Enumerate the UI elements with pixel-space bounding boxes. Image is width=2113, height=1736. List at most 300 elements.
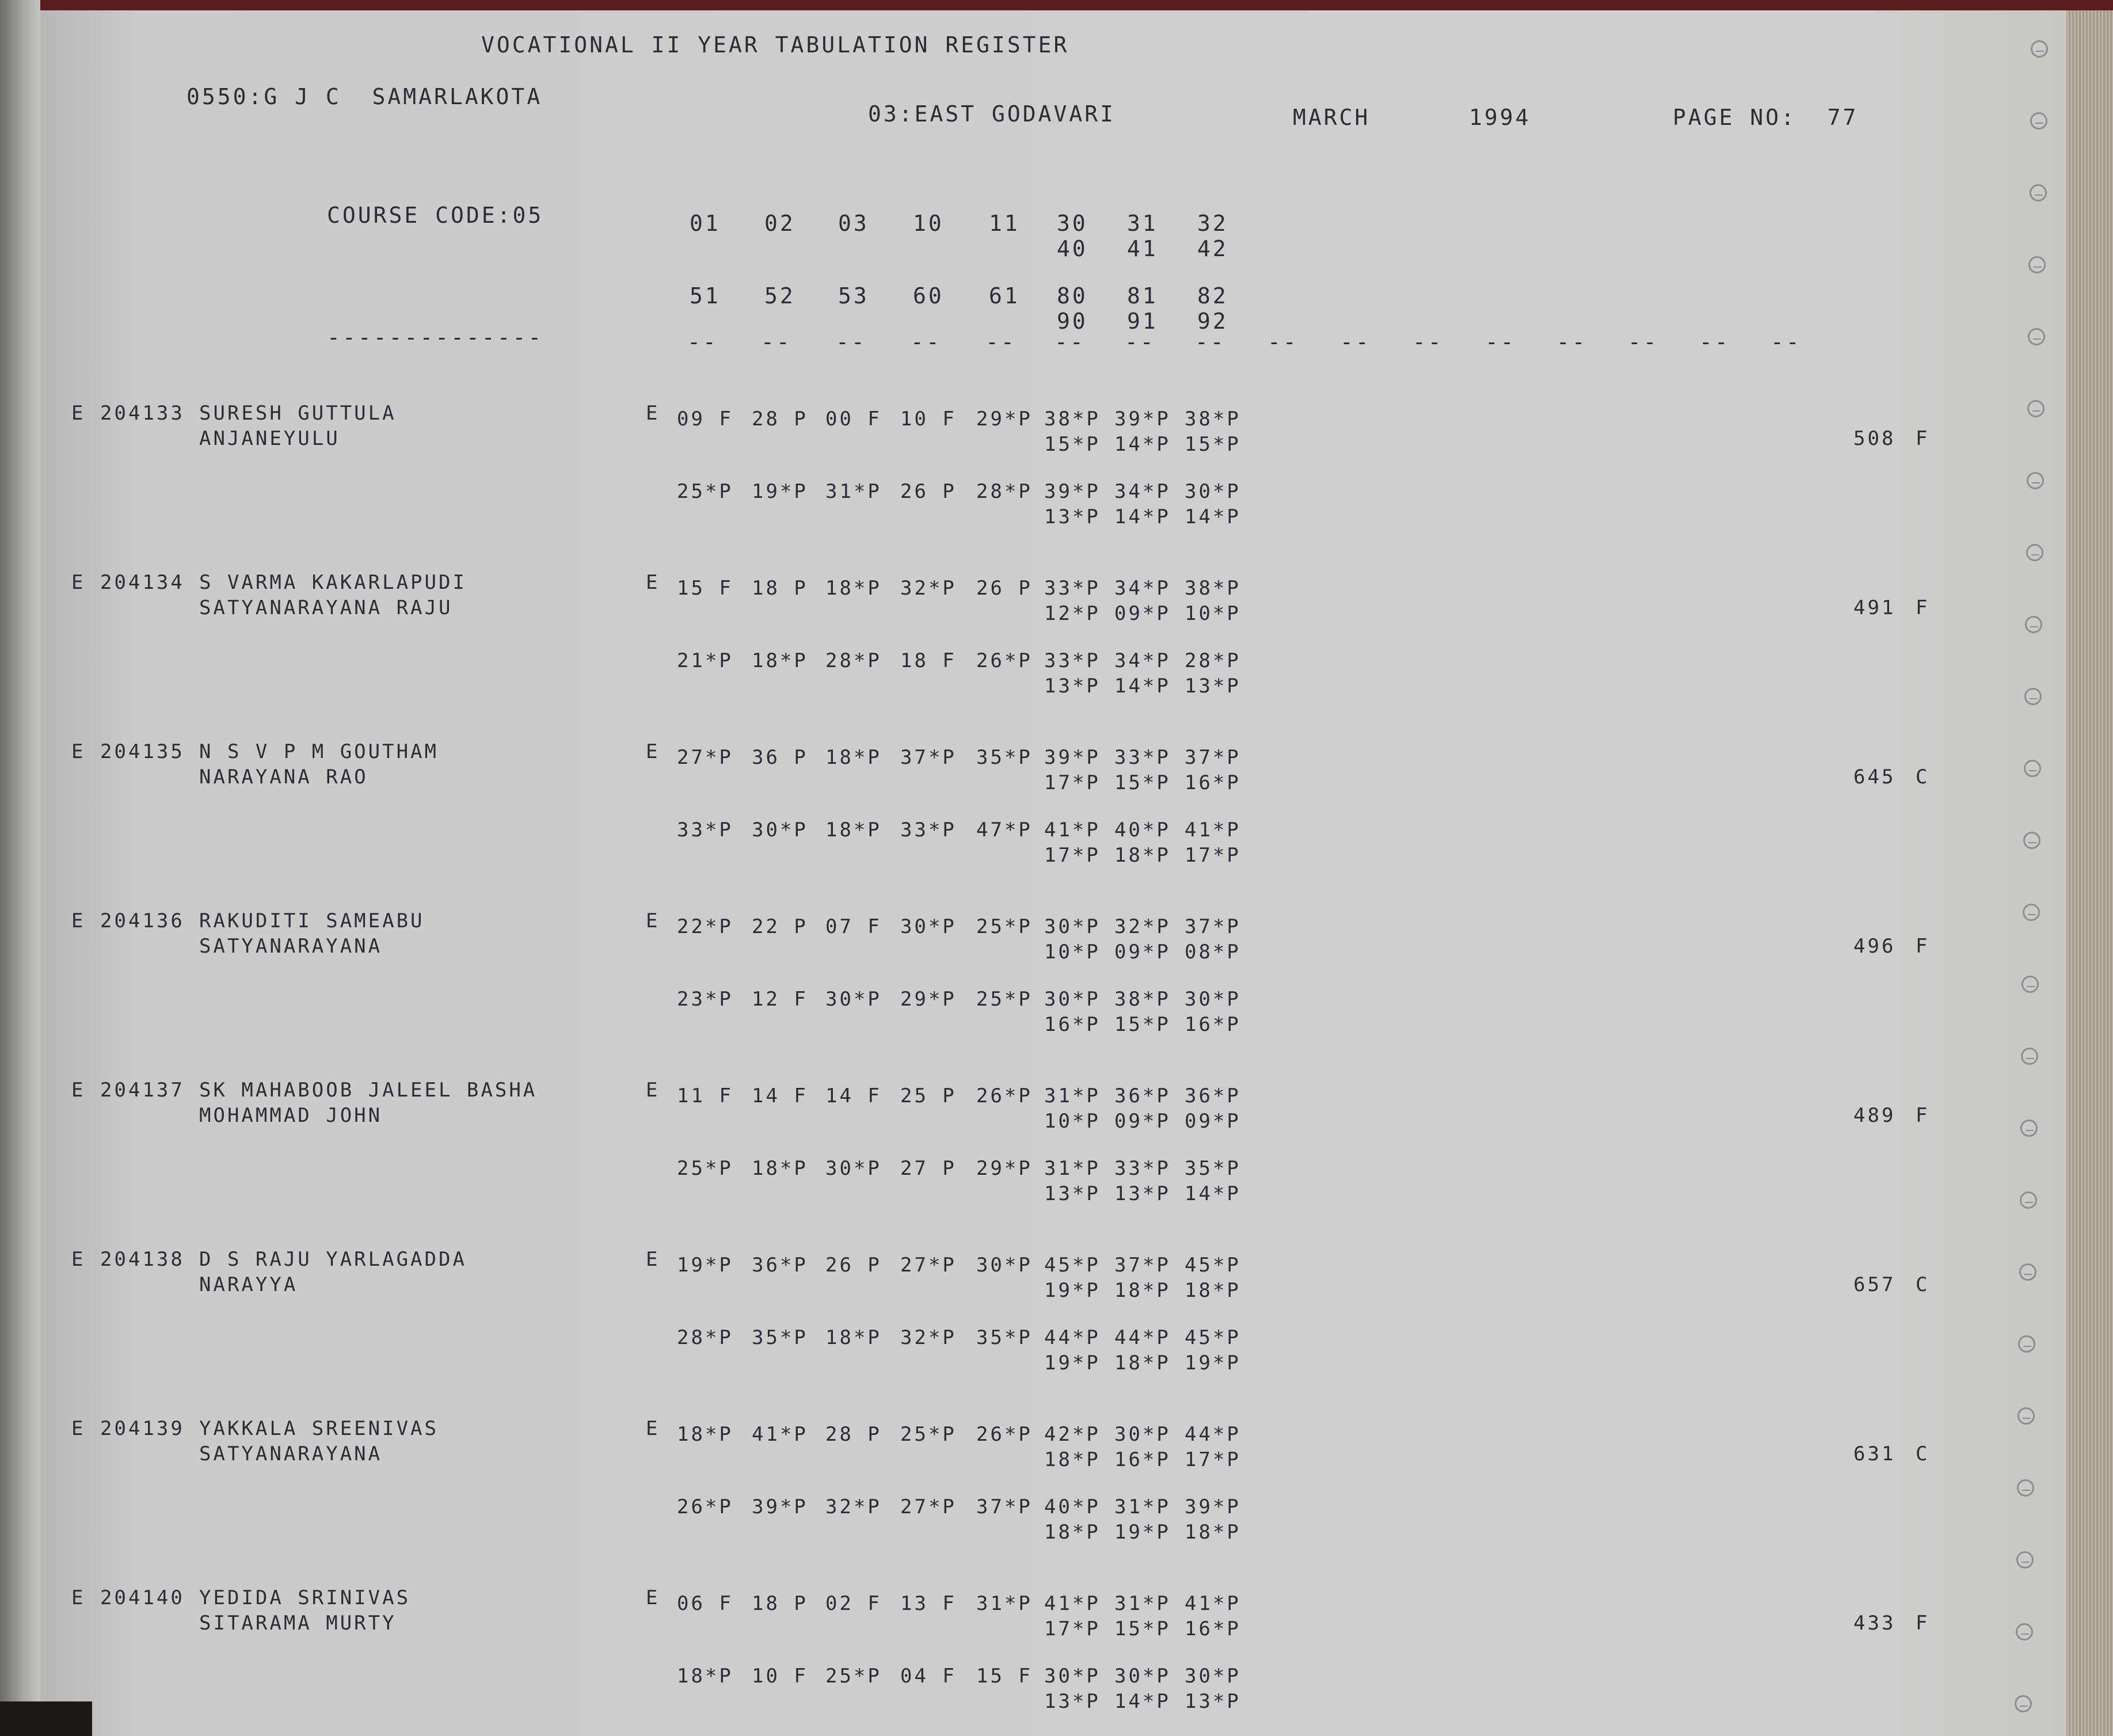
mark-cell: 42*P (1044, 1423, 1101, 1446)
student-name: RAKUDITI SAMEABU (199, 909, 425, 932)
mark-cell: 30*P (1114, 1423, 1171, 1446)
roll-number: 204140 (100, 1586, 185, 1609)
father-name: ANJANEYULU (199, 427, 340, 450)
mark-cell: 33*P (1044, 577, 1101, 600)
mark-cell: 30*P (825, 1157, 882, 1180)
mark-cell: 45*P (1185, 1326, 1241, 1349)
mark-cell: 36 P (752, 746, 808, 769)
student-name: YEDIDA SRINIVAS (199, 1586, 411, 1609)
subject-code: 52 (764, 283, 795, 309)
mark-cell: 13*P (1044, 675, 1101, 698)
subject-code: 51 (690, 283, 721, 309)
student-name: SK MAHABOOB JALEEL BASHA (199, 1079, 538, 1102)
mark-cell: 11 F (677, 1084, 733, 1107)
total-marks: 657 (1853, 1273, 1896, 1296)
mark-cell: 07 F (825, 915, 882, 938)
subject-code: 42 (1197, 236, 1228, 261)
father-name: NARAYANA RAO (199, 766, 368, 789)
total-marks: 491 (1853, 596, 1896, 619)
mark-cell: 28*P (825, 649, 882, 672)
column-divider-dash: -- (1195, 329, 1226, 355)
mark-cell: 37*P (900, 746, 957, 769)
binder-hole-icon (2027, 400, 2045, 417)
mark-cell: 38*P (1044, 408, 1101, 431)
mark-cell: 33*P (1114, 746, 1171, 769)
roll-number: 204134 (100, 571, 185, 594)
register-title: VOCATIONAL II YEAR TABULATION REGISTER (481, 32, 1069, 58)
mark-cell: 36*P (752, 1254, 808, 1277)
mark-cell: 17*P (1044, 771, 1101, 794)
mark-cell: 09*P (1114, 941, 1171, 964)
mark-cell: 26 P (900, 480, 957, 503)
mark-cell: 25*P (900, 1423, 957, 1446)
mark-cell: 30*P (825, 988, 882, 1011)
subject-code: 60 (913, 283, 944, 309)
binder-hole-icon (2015, 1695, 2032, 1712)
mark-cell: 32*P (825, 1495, 882, 1518)
binder-hole-icon (2016, 1551, 2034, 1569)
mark-cell: 31*P (1044, 1157, 1101, 1180)
subject-code: 31 (1127, 211, 1158, 236)
mark-cell: 26*P (976, 1423, 1033, 1446)
mark-cell: 23*P (677, 988, 733, 1011)
father-name: SATYANARAYANA RAJU (199, 596, 453, 619)
mark-cell: 35*P (976, 1326, 1033, 1349)
column-divider-dash: -- (1628, 329, 1659, 355)
mark-cell: 37*P (1185, 915, 1241, 938)
mark-cell: 18*P (677, 1665, 733, 1688)
mark-cell: 29*P (976, 408, 1033, 431)
mark-cell: 19*P (1114, 1521, 1171, 1544)
mark-cell: 17*P (1044, 844, 1101, 867)
mark-cell: 32*P (900, 1326, 957, 1349)
mark-cell: 22*P (677, 915, 733, 938)
mark-cell: 15 F (677, 577, 733, 600)
binder-hole-icon (2023, 904, 2040, 921)
total-marks: 496 (1853, 935, 1896, 958)
result-code: F (1916, 1612, 1930, 1635)
column-divider-dash: -- (761, 329, 792, 355)
mark-cell: 44*P (1185, 1423, 1241, 1446)
mark-cell: 17*P (1185, 1448, 1241, 1471)
mark-cell: 18 P (752, 577, 808, 600)
binder-hole-icon (2030, 184, 2047, 201)
mark-cell: 25*P (976, 988, 1033, 1011)
mark-cell: 19*P (677, 1254, 733, 1277)
mark-cell: 26 P (976, 577, 1033, 600)
subject-code: 61 (989, 283, 1020, 309)
student-name: SURESH GUTTULA (199, 402, 397, 425)
register-page (40, 10, 2066, 1736)
mark-cell: 18*P (1044, 1521, 1101, 1544)
medium-code: E (646, 909, 660, 932)
mark-cell: 29*P (976, 1157, 1033, 1180)
mark-cell: 37*P (1185, 746, 1241, 769)
mark-cell: 26*P (976, 1084, 1033, 1107)
mark-cell: 13*P (1044, 505, 1101, 528)
mark-cell: 21*P (677, 649, 733, 672)
column-divider-dash: -- (1485, 329, 1516, 355)
mark-cell: 39*P (1044, 746, 1101, 769)
mark-cell: 06 F (677, 1592, 733, 1615)
column-divider-dash: -- (1054, 329, 1086, 355)
total-marks: 631 (1853, 1442, 1896, 1465)
mark-cell: 47*P (976, 818, 1033, 842)
student-prefix: E (71, 740, 86, 763)
mark-cell: 14*P (1114, 675, 1171, 698)
result-code: C (1916, 766, 1930, 789)
subject-code: 03 (838, 211, 869, 236)
mark-cell: 10*P (1185, 602, 1241, 625)
mark-cell: 30*P (1044, 1665, 1101, 1688)
mark-cell: 40*P (1114, 818, 1171, 842)
mark-cell: 14*P (1114, 433, 1171, 456)
subject-code: 11 (989, 211, 1020, 236)
mark-cell: 41*P (752, 1423, 808, 1446)
mark-cell: 15 F (976, 1665, 1033, 1688)
mark-cell: 34*P (1114, 649, 1171, 672)
column-divider-dash: -- (1699, 329, 1730, 355)
subject-code: 92 (1197, 309, 1228, 334)
mark-cell: 18*P (1114, 1352, 1171, 1375)
student-prefix: E (71, 1586, 86, 1609)
mark-cell: 32*P (900, 577, 957, 600)
column-divider-dash: -- (1267, 329, 1299, 355)
student-prefix: E (71, 909, 86, 932)
mark-cell: 12*P (1044, 602, 1101, 625)
mark-cell: 27*P (677, 746, 733, 769)
mark-cell: 18*P (1185, 1521, 1241, 1544)
mark-cell: 28 P (825, 1423, 882, 1446)
column-divider-dash: -- (1340, 329, 1371, 355)
mark-cell: 14*P (1114, 505, 1171, 528)
medium-code: E (646, 402, 660, 425)
mark-cell: 15*P (1114, 1617, 1171, 1640)
mark-cell: 13*P (1185, 1690, 1241, 1713)
exam-month: MARCH (1293, 105, 1370, 130)
mark-cell: 15*P (1114, 771, 1171, 794)
binder-hole-icon (2028, 256, 2046, 273)
mark-cell: 33*P (1114, 1157, 1171, 1180)
district: 03:EAST GODAVARI (868, 101, 1116, 127)
mark-cell: 30*P (1185, 480, 1241, 503)
binder-hole-icon (2026, 544, 2043, 561)
mark-cell: 31*P (825, 480, 882, 503)
mark-cell: 26*P (677, 1495, 733, 1518)
column-divider-dash: -- (1413, 329, 1444, 355)
mark-cell: 28*P (1185, 649, 1241, 672)
column-divider-dash: -- (985, 329, 1016, 355)
subject-code: 30 (1057, 211, 1088, 236)
exam-year: 1994 (1469, 105, 1531, 130)
father-name: SITARAMA MURTY (199, 1612, 397, 1635)
binder-hole-icon (2021, 1048, 2038, 1065)
medium-code: E (646, 1417, 660, 1440)
mark-cell: 37*P (1114, 1254, 1171, 1277)
mark-cell: 39*P (1185, 1495, 1241, 1518)
mark-cell: 25*P (825, 1665, 882, 1688)
subject-code: 82 (1197, 283, 1228, 309)
student-name: N S V P M GOUTHAM (199, 740, 439, 763)
mark-cell: 12 F (752, 988, 808, 1011)
mark-cell: 33*P (900, 818, 957, 842)
roll-number: 204139 (100, 1417, 185, 1440)
book-page-stack (2066, 10, 2113, 1736)
mark-cell: 31*P (1114, 1495, 1171, 1518)
result-code: F (1916, 935, 1930, 958)
mark-cell: 18*P (752, 649, 808, 672)
roll-number: 204137 (100, 1079, 185, 1102)
mark-cell: 30*P (900, 915, 957, 938)
medium-code: E (646, 571, 660, 594)
mark-cell: 25*P (677, 480, 733, 503)
mark-cell: 04 F (900, 1665, 957, 1688)
father-name: SATYANARAYANA (199, 1442, 383, 1465)
mark-cell: 14 F (825, 1084, 882, 1107)
mark-cell: 26*P (976, 649, 1033, 672)
mark-cell: 15*P (1185, 433, 1241, 456)
binding-top-edge (0, 0, 2113, 10)
mark-cell: 28*P (976, 480, 1033, 503)
column-divider-dash: -- (1556, 329, 1587, 355)
mark-cell: 30*P (976, 1254, 1033, 1277)
mark-cell: 30*P (1044, 988, 1101, 1011)
mark-cell: 44*P (1114, 1326, 1171, 1349)
mark-cell: 09*P (1114, 602, 1171, 625)
facing-page-edge (0, 0, 40, 1736)
mark-cell: 25 P (900, 1084, 957, 1107)
mark-cell: 18*P (825, 746, 882, 769)
column-divider-dash: -- (911, 329, 942, 355)
binder-hole-icon (2025, 616, 2042, 633)
result-code: F (1916, 427, 1930, 450)
mark-cell: 18*P (1044, 1448, 1101, 1471)
mark-cell: 25*P (976, 915, 1033, 938)
mark-cell: 00 F (825, 408, 882, 431)
mark-cell: 18*P (1185, 1279, 1241, 1302)
subject-code: 40 (1057, 236, 1088, 261)
mark-cell: 31*P (1114, 1592, 1171, 1615)
student-prefix: E (71, 1417, 86, 1440)
student-prefix: E (71, 1248, 86, 1271)
mark-cell: 26 P (825, 1254, 882, 1277)
binder-hole-icon (2020, 1191, 2037, 1209)
mark-cell: 10*P (1044, 1110, 1101, 1133)
binder-hole-icon (2017, 1407, 2035, 1425)
subject-code: 53 (838, 283, 869, 309)
mark-cell: 18*P (752, 1157, 808, 1180)
student-prefix: E (71, 402, 86, 425)
mark-cell: 14 F (752, 1084, 808, 1107)
subject-code: 01 (690, 211, 721, 236)
mark-cell: 39*P (752, 1495, 808, 1518)
medium-code: E (646, 1079, 660, 1102)
mark-cell: 30*P (1185, 1665, 1241, 1688)
student-prefix: E (71, 1079, 86, 1102)
mark-cell: 30*P (1044, 915, 1101, 938)
mark-cell: 36*P (1114, 1084, 1171, 1107)
total-marks: 645 (1853, 766, 1896, 789)
mark-cell: 28*P (677, 1326, 733, 1349)
mark-cell: 41*P (1044, 818, 1101, 842)
mark-cell: 16*P (1185, 1013, 1241, 1036)
mark-cell: 35*P (976, 746, 1033, 769)
mark-cell: 44*P (1044, 1326, 1101, 1349)
mark-cell: 19*P (1044, 1352, 1101, 1375)
mark-cell: 32*P (1114, 915, 1171, 938)
mark-cell: 16*P (1044, 1013, 1101, 1036)
mark-cell: 18 P (752, 1592, 808, 1615)
college-code: 0550:G J C SAMARLAKOTA (186, 84, 543, 109)
binder-hole-icon (2024, 688, 2042, 705)
mark-cell: 13*P (1185, 675, 1241, 698)
roll-number: 204136 (100, 909, 185, 932)
binder-hole-icon (2016, 1623, 2033, 1640)
mark-cell: 09*P (1185, 1110, 1241, 1133)
mark-cell: 13*P (1044, 1690, 1101, 1713)
mark-cell: 28 P (752, 408, 808, 431)
binding-bottom-corner (0, 1701, 92, 1736)
mark-cell: 18*P (825, 577, 882, 600)
mark-cell: 16*P (1114, 1448, 1171, 1471)
mark-cell: 10 F (900, 408, 957, 431)
header-divider: -------------- (327, 325, 544, 350)
father-name: MOHAMMAD JOHN (199, 1104, 383, 1127)
mark-cell: 38*P (1114, 988, 1171, 1011)
mark-cell: 33*P (1044, 649, 1101, 672)
student-name: S VARMA KAKARLAPUDI (199, 571, 467, 594)
mark-cell: 38*P (1185, 577, 1241, 600)
total-marks: 489 (1853, 1104, 1896, 1127)
subject-code: 02 (764, 211, 795, 236)
binder-hole-icon (2023, 832, 2040, 849)
mark-cell: 19*P (752, 480, 808, 503)
binder-hole-icon (2018, 1335, 2035, 1353)
mark-cell: 18*P (825, 818, 882, 842)
binder-hole-icon (2019, 1263, 2036, 1281)
mark-cell: 16*P (1185, 1617, 1241, 1640)
mark-cell: 19*P (1044, 1279, 1101, 1302)
binder-hole-icon (2020, 1120, 2038, 1137)
student-name: YAKKALA SREENIVAS (199, 1417, 439, 1440)
subject-code: 10 (913, 211, 944, 236)
column-divider-dash: -- (1771, 329, 1802, 355)
mark-cell: 34*P (1114, 577, 1171, 600)
mark-cell: 31*P (976, 1592, 1033, 1615)
binder-hole-icon (2024, 760, 2041, 777)
mark-cell: 27*P (900, 1254, 957, 1277)
father-name: SATYANARAYANA (199, 935, 383, 958)
mark-cell: 18*P (1114, 844, 1171, 867)
mark-cell: 39*P (1114, 408, 1171, 431)
mark-cell: 18*P (825, 1326, 882, 1349)
column-divider-dash: -- (836, 329, 867, 355)
student-name: D S RAJU YARLAGADDA (199, 1248, 467, 1271)
mark-cell: 35*P (1185, 1157, 1241, 1180)
mark-cell: 15*P (1114, 1013, 1171, 1036)
mark-cell: 29*P (900, 988, 957, 1011)
binder-hole-icon (2021, 976, 2039, 993)
mark-cell: 14*P (1185, 505, 1241, 528)
mark-cell: 17*P (1185, 844, 1241, 867)
subject-code: 90 (1057, 309, 1088, 334)
mark-cell: 22 P (752, 915, 808, 938)
mark-cell: 09 F (677, 408, 733, 431)
mark-cell: 38*P (1185, 408, 1241, 431)
mark-cell: 45*P (1044, 1254, 1101, 1277)
mark-cell: 09*P (1114, 1110, 1171, 1133)
subject-code: 80 (1057, 283, 1088, 309)
mark-cell: 14*P (1114, 1690, 1171, 1713)
medium-code: E (646, 1248, 660, 1271)
mark-cell: 17*P (1044, 1617, 1101, 1640)
mark-cell: 02 F (825, 1592, 882, 1615)
mark-cell: 39*P (1044, 480, 1101, 503)
page-number: PAGE NO: 77 (1673, 105, 1859, 130)
mark-cell: 30*P (752, 818, 808, 842)
mark-cell: 45*P (1185, 1254, 1241, 1277)
binder-hole-icon (2031, 40, 2048, 58)
roll-number: 204133 (100, 402, 185, 425)
mark-cell: 13*P (1044, 1182, 1101, 1205)
result-code: C (1916, 1442, 1930, 1465)
total-marks: 508 (1853, 427, 1896, 450)
mark-cell: 08*P (1185, 941, 1241, 964)
mark-cell: 37*P (976, 1495, 1033, 1518)
medium-code: E (646, 740, 660, 763)
mark-cell: 27 P (900, 1157, 957, 1180)
mark-cell: 10*P (1044, 941, 1101, 964)
mark-cell: 10 F (752, 1665, 808, 1688)
mark-cell: 18*P (1114, 1279, 1171, 1302)
mark-cell: 30*P (1114, 1665, 1171, 1688)
subject-code: 32 (1197, 211, 1228, 236)
column-divider-dash: -- (687, 329, 718, 355)
roll-number: 204135 (100, 740, 185, 763)
binder-hole-icon (2028, 328, 2045, 345)
mark-cell: 41*P (1185, 818, 1241, 842)
mark-cell: 40*P (1044, 1495, 1101, 1518)
mark-cell: 15*P (1044, 433, 1101, 456)
mark-cell: 30*P (1185, 988, 1241, 1011)
result-code: F (1916, 596, 1930, 619)
result-code: F (1916, 1104, 1930, 1127)
mark-cell: 25*P (677, 1157, 733, 1180)
mark-cell: 27*P (900, 1495, 957, 1518)
binder-hole-icon (2017, 1479, 2034, 1497)
subject-code: 91 (1127, 309, 1158, 334)
mark-cell: 41*P (1044, 1592, 1101, 1615)
subject-code: 81 (1127, 283, 1158, 309)
roll-number: 204138 (100, 1248, 185, 1271)
father-name: NARAYYA (199, 1273, 298, 1296)
binder-hole-icon (2030, 112, 2047, 130)
mark-cell: 33*P (677, 818, 733, 842)
mark-cell: 31*P (1044, 1084, 1101, 1107)
mark-cell: 35*P (752, 1326, 808, 1349)
binder-hole-icon (2027, 472, 2044, 489)
subject-code: 41 (1127, 236, 1158, 261)
column-divider-dash: -- (1125, 329, 1156, 355)
medium-code: E (646, 1586, 660, 1609)
course-code: COURSE CODE:05 (327, 203, 544, 228)
mark-cell: 41*P (1185, 1592, 1241, 1615)
result-code: C (1916, 1273, 1930, 1296)
student-prefix: E (71, 571, 86, 594)
mark-cell: 13*P (1114, 1182, 1171, 1205)
mark-cell: 36*P (1185, 1084, 1241, 1107)
mark-cell: 16*P (1185, 771, 1241, 794)
